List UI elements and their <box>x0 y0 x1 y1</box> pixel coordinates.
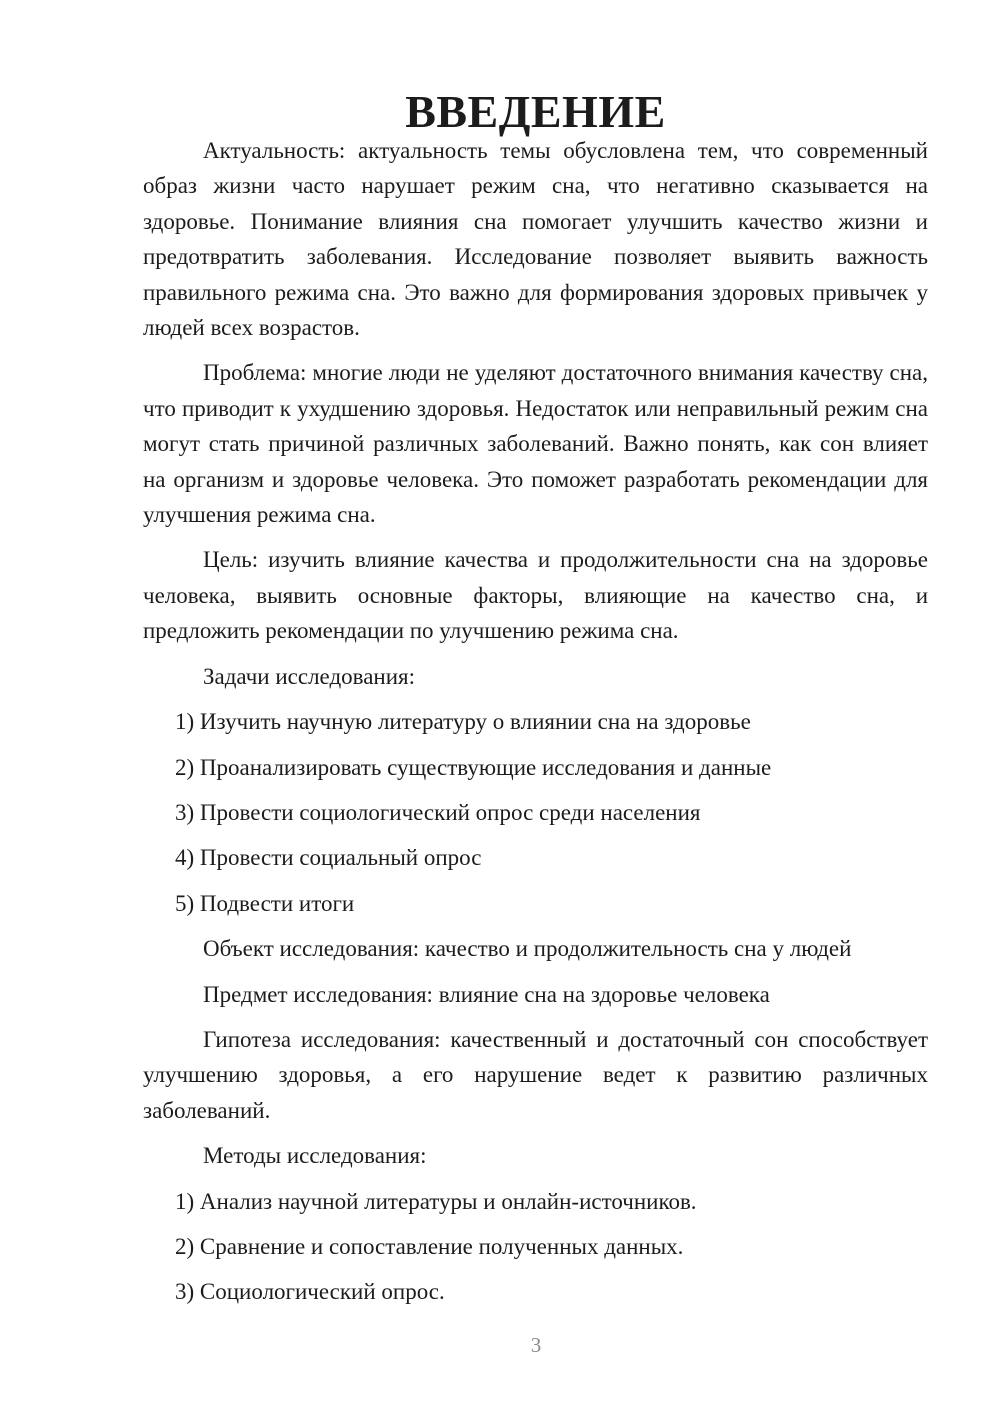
tasks-heading: Задачи исследования: <box>203 663 416 689</box>
page-title: ВВЕДЕНИЕ <box>405 86 666 137</box>
relevance-paragraph: Актуальность: актуальность темы обусловлена тем, что современный образ жизни часто нарушает режим сна, что негативно сказывается на здоровье. Понимание влияния сна помогает улучшить качество жизни и предотвратить заболевания. Исследование позволяет выявить важность правильного режима сна. Это важно для формирования здоровых привычек у людей всех возрастов. <box>143 138 928 341</box>
task-item: 5) Подвести итоги <box>175 890 355 916</box>
task-item: 3) Провести социологический опрос среди населения <box>175 799 701 825</box>
method-item: 3) Социологический опрос. <box>175 1279 445 1305</box>
method-item: 2) Сравнение и сопоставление полученных данных. <box>175 1233 684 1259</box>
goal-paragraph: Цель: изучить влияние качества и продолжительности сна на здоровье человека, выявить основные факторы, влияющие на качество сна, и предложить рекомендации по улучшению режима сна. <box>143 547 928 644</box>
research-object: Объект исследования: качество и продолжительность сна у людей <box>203 936 852 962</box>
page-number: 3 <box>530 1333 542 1357</box>
problem-paragraph: Проблема: многие люди не уделяют достаточного внимания качеству сна, что приводит к ухудшению здоровья. Недостаток или неправильный режим сна могут стать причиной различных заболеваний. Важно понять, как сон влияет на организм и здоровье человека. Это поможет разработать рекомендации для улучшения режима сна. <box>143 360 928 528</box>
task-item: 1) Изучить научную литературу о влиянии сна на здоровье <box>175 709 751 735</box>
methods-heading: Методы исследования: <box>203 1143 427 1169</box>
method-item: 1) Анализ научной литературы и онлайн-источников. <box>175 1188 697 1214</box>
page-content <box>143 86 928 1310</box>
task-item: 2) Проанализировать существующие исследования и данные <box>175 754 772 780</box>
task-item: 4) Провести социальный опрос <box>175 845 482 871</box>
research-subject: Предмет исследования: влияние сна на здоровье человека <box>203 981 770 1007</box>
hypothesis-paragraph: Гипотеза исследования: качественный и достаточный сон способствует улучшению здоровья, а его нарушение ведет к развитию различных заболеваний. <box>143 1026 928 1123</box>
